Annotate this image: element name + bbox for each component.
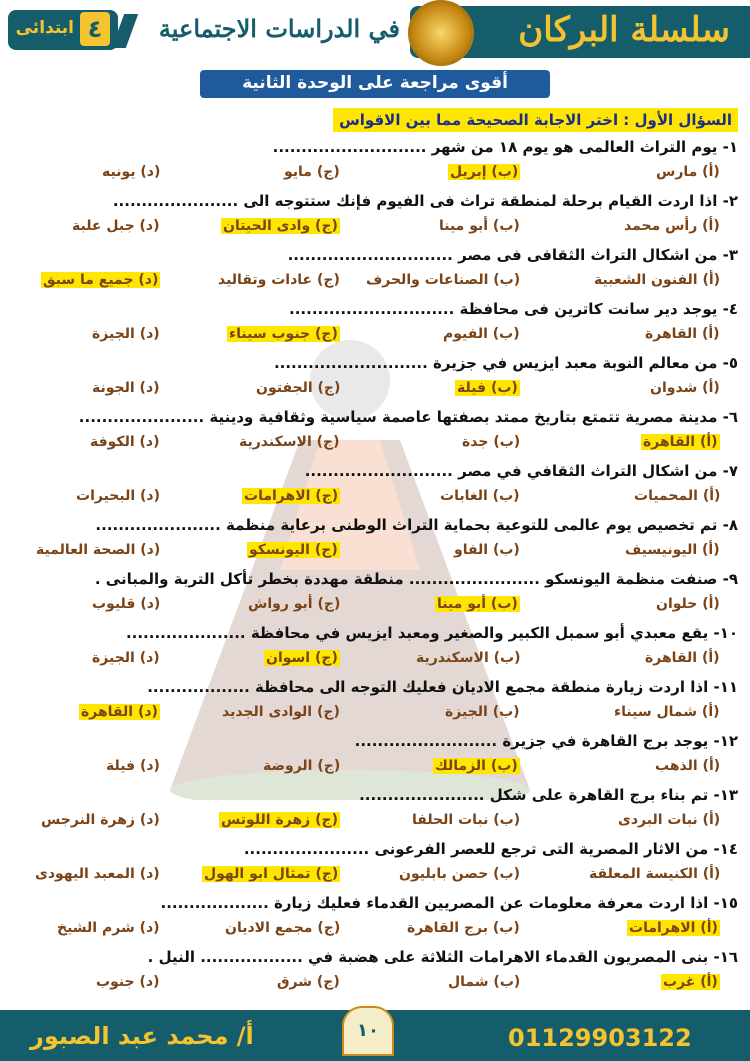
answer-option (634, 488, 720, 504)
answer-option (277, 974, 340, 990)
answer-option (41, 812, 160, 828)
answer-option (76, 488, 160, 504)
option-label: (ب) فيلة (457, 380, 518, 396)
option-label: (ب) الجيزة (445, 704, 520, 720)
option-label: (د) جميع ما سبق (43, 272, 159, 288)
review-banner (200, 70, 550, 98)
option-label: (أ) القاهرة (645, 650, 720, 666)
answer-option (96, 974, 160, 990)
option-label: (أ) مارس (656, 164, 720, 180)
option-label: (د) فيلة (106, 758, 160, 774)
option-label: (ج) عادات وتقاليد (218, 272, 340, 288)
answer-option (92, 596, 160, 612)
answer-option (284, 164, 340, 180)
answer-option (439, 218, 520, 234)
answer-option-correct (221, 218, 340, 234)
question-text: ٦- مدينة مصرية تتمتع بتاريخ ممتد بصفتها عاصمة سياسية وثقافية ودينية ...................... (78, 408, 738, 426)
option-label: (ب) الغابات (440, 488, 520, 504)
answer-option (443, 326, 520, 342)
option-label: (د) الصحة العالمية (36, 542, 161, 558)
option-label: (أ) المحميات (634, 488, 721, 504)
option-label: (ج) أبو رواش (248, 596, 341, 612)
answer-option (399, 866, 520, 882)
globe-emblem-icon (408, 0, 474, 66)
answer-option-correct (227, 326, 340, 342)
answer-option-correct (219, 812, 340, 828)
option-label: (أ) رأس محمد (624, 218, 720, 234)
option-label: (ب) نبات الحلفا (412, 812, 521, 828)
answer-option (92, 326, 160, 342)
answer-option (35, 866, 160, 882)
option-label: (ج) اليونسكو (249, 542, 338, 558)
answer-option (106, 758, 160, 774)
option-label: (ج) جنوب سيناء (229, 326, 338, 342)
answer-option (263, 758, 340, 774)
question-text: ١١- اذا اردت زيارة منطقة مجمع الاديان فعليك التوجه الى محافظة .................. (147, 678, 738, 696)
answer-option-correct (202, 866, 340, 882)
answer-option-correct (79, 704, 160, 720)
answer-option (594, 272, 720, 288)
answer-option (412, 812, 520, 828)
option-label: (ج) شرق (277, 974, 340, 990)
answer-option (416, 650, 520, 666)
question-text: ٥- من معالم النوبة معبد ايزيس في جزيرة ........................... (273, 354, 738, 372)
question-text: ١٢- يوجد برج القاهرة في جزيرة ......................... (354, 732, 738, 750)
option-label: (ج) الجفتون (256, 380, 341, 396)
subject-title: في الدراسات الاجتماعية (158, 14, 400, 43)
question-text: ١٤- من الاثار المصرية التى ترجع للعصر الفرعونى ...................... (243, 840, 738, 858)
option-label: (د) جنوب (96, 974, 160, 990)
section-heading (333, 108, 738, 132)
answer-option (225, 920, 340, 936)
option-label: (ب) الزمالك (435, 758, 518, 774)
answer-option (655, 758, 720, 774)
option-label: (أ) القاهرة (645, 326, 720, 342)
option-label: (د) يونيه (102, 164, 161, 180)
answer-option-correct (247, 542, 340, 558)
question-text: ١٦- بنى المصريون القدماء الاهرامات الثلاثة على هضبة في .................. النيل . (147, 948, 738, 966)
answer-option (645, 650, 720, 666)
answer-option (92, 380, 160, 396)
option-label: (أ) القاهرة (643, 434, 718, 450)
option-label: (أ) حلوان (656, 596, 720, 612)
question-text: ٣- من اشكال التراث الثقافى فى مصر ............................. (287, 246, 738, 264)
answer-option (248, 596, 340, 612)
option-label: (أ) الذهب (655, 758, 721, 774)
option-label: (ب) حصن بابليون (399, 866, 521, 882)
answer-option (625, 542, 720, 558)
option-label: (ب) الصناعات والحرف (366, 272, 521, 288)
answer-option-correct (448, 164, 520, 180)
grade-label: ابتدائى (15, 18, 74, 38)
option-label: (ب) برج القاهرة (407, 920, 520, 936)
option-label: (ب) شمال (448, 974, 521, 990)
question-text: ١٠- يقع معبدي أبو سمبل الكبير والصغير ومعبد ايزيس في محافظة ..................... (125, 624, 738, 642)
answer-option (445, 704, 520, 720)
option-label: (ج) مجمع الاديان (225, 920, 341, 936)
option-label: (أ) الكنيسة المعلقة (589, 866, 721, 882)
option-label: (ب) أبو مينا (437, 596, 518, 612)
answer-option-correct (661, 974, 720, 990)
question-text: ٩- صنفت منظمة اليونسكو ....................... منطقة مهددة بخطر تأكل التربة والمبانى . (94, 570, 738, 588)
answer-option (407, 920, 520, 936)
option-label: (د) الجيزة (92, 326, 160, 342)
answer-option (624, 218, 720, 234)
answer-option-correct (627, 920, 720, 936)
option-label: (أ) نبات البردى (618, 812, 721, 828)
option-label: (ب) أبو مينا (439, 218, 520, 234)
option-label: (ج) زهرة اللوتس (221, 812, 338, 828)
answer-option (222, 704, 340, 720)
grade-badge (8, 10, 118, 50)
answer-option (656, 596, 720, 612)
page-number: ١٠ (342, 1006, 394, 1056)
answer-option (618, 812, 720, 828)
option-label: (ب) الاسكندرية (416, 650, 521, 666)
option-label: (د) قليوب (92, 596, 161, 612)
phone-number: 01129903122 (508, 1024, 692, 1052)
answer-option (440, 488, 520, 504)
option-label: (د) المعبد اليهودى (35, 866, 160, 882)
answer-option-correct (264, 650, 340, 666)
option-label: (د) زهرة النرجس (41, 812, 160, 828)
answer-option (645, 326, 720, 342)
answer-option (462, 434, 520, 450)
option-label: (أ) شدوان (650, 380, 720, 396)
answer-option-correct (435, 596, 520, 612)
option-label: (ج) الاهرامات (244, 488, 339, 504)
option-label: (ب) الفيوم (443, 326, 520, 342)
answer-option (218, 272, 340, 288)
answer-option-correct (242, 488, 340, 504)
option-label: (د) الكوفة (90, 434, 160, 450)
option-label: (د) القاهرة (81, 704, 158, 720)
subject-title-box (130, 10, 400, 54)
option-label: (د) شرم الشيخ (57, 920, 160, 936)
question-text: ١٥- اذا اردت معرفة معلومات عن المصريين القدماء فعليك زيارة ................... (160, 894, 738, 912)
answer-option-correct (41, 272, 160, 288)
answer-option (656, 164, 720, 180)
answer-option (366, 272, 520, 288)
answer-option (57, 920, 160, 936)
option-label: (أ) الاهرامات (629, 920, 718, 936)
option-label: (أ) شمال سيناء (614, 704, 720, 720)
question-text: ٨- تم تخصيص يوم عالمى للتوعية بحماية التراث الوطنى برعاية منظمة ...................... (95, 516, 738, 534)
answer-option-correct (641, 434, 720, 450)
answer-option (650, 380, 720, 396)
option-label: (د) الجيزة (92, 650, 160, 666)
option-label: (أ) اليونيسيف (625, 542, 720, 558)
option-label: (د) جبل علبة (72, 218, 160, 234)
answer-option-correct (455, 380, 520, 396)
answer-option (92, 650, 160, 666)
question-text: ٢- اذا اردت القيام برحلة لمنطقة تراث فى الفيوم فإنك ستتوجه الى ...................... (112, 192, 738, 210)
question-text: ١- يوم التراث العالمى هو يوم ١٨ من شهر ........................... (272, 138, 738, 156)
question-text: ١٣- تم بناء برج القاهرة على شكل ...................... (359, 786, 738, 804)
banner-text: أقوى مراجعة على الوحدة الثانية (242, 73, 508, 93)
answer-option (454, 542, 520, 558)
option-label: (ج) وادى الحيتان (223, 218, 338, 234)
option-label: (د) البحيرات (76, 488, 161, 504)
author-name: أ/ محمد عبد الصبور (30, 1022, 254, 1050)
answer-option (36, 542, 160, 558)
option-label: (ج) الاسكندرية (239, 434, 340, 450)
answer-option (239, 434, 340, 450)
answer-option (72, 218, 160, 234)
answer-option-correct (433, 758, 520, 774)
option-label: (ج) تمثال ابو الهول (204, 866, 339, 882)
option-label: (ب) الفاو (454, 542, 520, 558)
option-label: (ج) الروضة (263, 758, 341, 774)
page-header (0, 0, 750, 66)
answer-option (614, 704, 720, 720)
answer-option (448, 974, 520, 990)
series-title: سلسلة البركان (518, 10, 730, 50)
question-text: ٧- من اشكال التراث الثقافي في مصر .......................... (304, 462, 738, 480)
answer-option (90, 434, 160, 450)
answer-option (256, 380, 340, 396)
answer-option (589, 866, 720, 882)
option-label: (د) الجونة (92, 380, 160, 396)
option-label: (أ) غرب (663, 974, 718, 990)
option-label: (أ) الفنون الشعبية (594, 272, 721, 288)
grade-number: ٤ (80, 12, 110, 46)
option-label: (ب) إبريل (450, 164, 519, 180)
answer-option (102, 164, 160, 180)
option-label: (ج) اسوان (266, 650, 338, 666)
option-label: (ب) جدة (462, 434, 521, 450)
option-label: (ج) مايو (284, 164, 340, 180)
question-text: ٤- يوجد دير سانت كاترين فى محافظة ............................. (289, 300, 738, 318)
option-label: (ج) الوادى الجديد (222, 704, 340, 720)
section-heading-text: السؤال الأول : اختر الاجابة الصحيحة مما بين الاقواس (339, 111, 732, 129)
